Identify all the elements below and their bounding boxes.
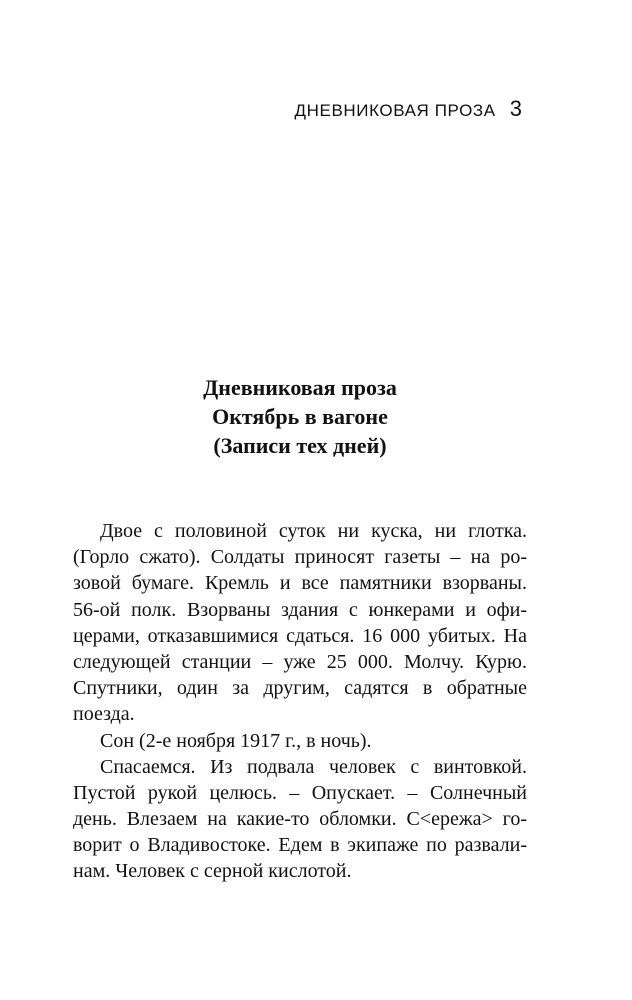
text-line: (Горло сжато). Солдаты приносят газеты – на ро- (73, 546, 527, 569)
running-head-title: ДНЕВНИКОВАЯ ПРОЗА (294, 101, 496, 120)
subtitle-line: Октябрь в вагоне (212, 404, 388, 429)
body-text (73, 518, 527, 885)
text-line: Сон (2-е ноября 1917 г., в ночь). (100, 729, 372, 752)
running-head (295, 96, 522, 122)
text-line: Спутники, один за другим, садятся в обратные (73, 677, 527, 700)
text-line: Пустой рукой целюсь. – Опускает. – Солнечный (73, 781, 527, 804)
chapter-title (0, 373, 600, 460)
text-line: Двое с половиной суток ни куска, ни глотка. (100, 520, 527, 542)
text-line: зовой бумаге. Кремль и все памятники взорваны. (73, 572, 527, 595)
text-line: ворит о Владивостоке. Едем в экипаже по развали- (73, 834, 527, 857)
text-line: 56-ой полк. Взорваны здания с юнкерами и офи- (73, 598, 527, 621)
text-line: следующей станции – уже 25 000. Молчу. Курю. (73, 650, 527, 673)
text-line: церами, отказавшимися сдаться. 16 000 убитых. На (73, 624, 527, 647)
title-line: Дневниковая проза (203, 375, 397, 400)
page-number: 3 (509, 96, 522, 121)
subtitle-note-line: (Записи тех дней) (213, 433, 387, 458)
text-line: нам. Человек с серной кислотой. (73, 860, 352, 883)
text-line: Спасаемся. Из подвала человек с винтовкой. (100, 755, 527, 778)
text-line: поезда. (73, 703, 135, 726)
text-line: день. Влезаем на какие-то обломки. С<ережа> го- (73, 808, 527, 831)
